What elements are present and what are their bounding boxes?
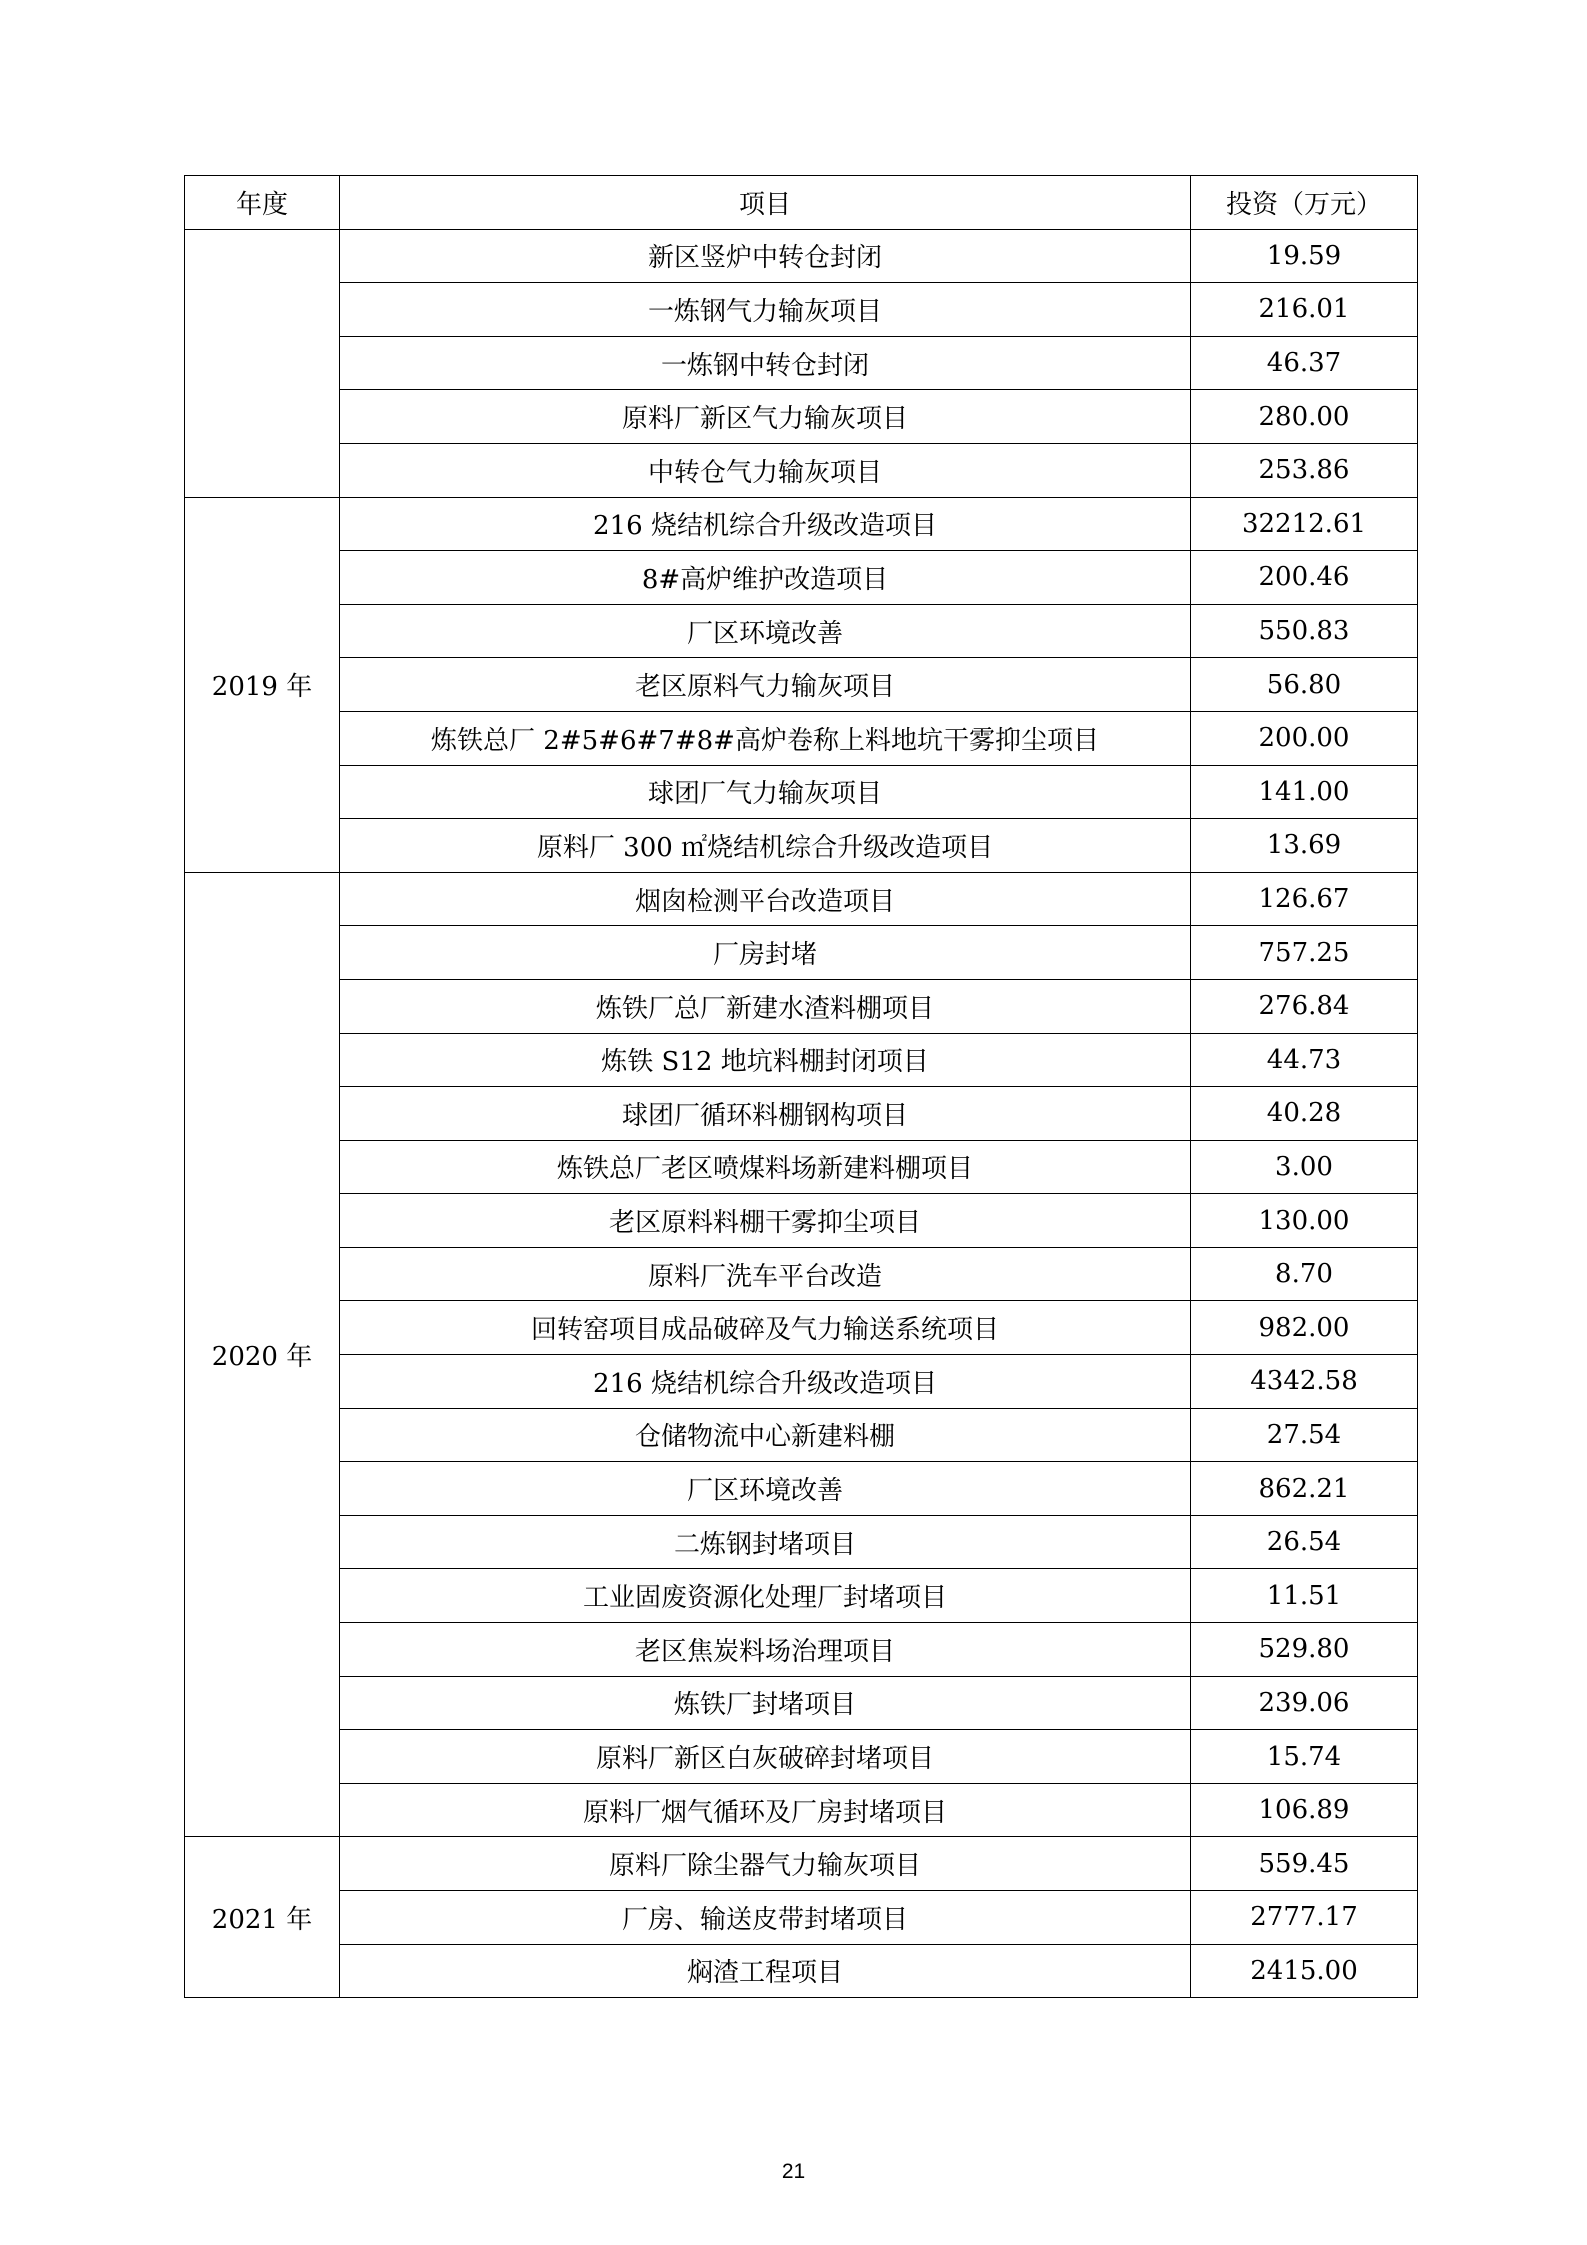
investment-cell: 216.01 xyxy=(1191,283,1418,337)
investment-cell: 862.21 xyxy=(1191,1462,1418,1516)
investment-cell: 200.00 xyxy=(1191,711,1418,765)
project-cell: 原料厂除尘器气力输灰项目 xyxy=(340,1837,1191,1891)
investment-cell: 130.00 xyxy=(1191,1194,1418,1248)
table-row xyxy=(185,819,1418,873)
project-cell: 老区原料料棚干雾抑尘项目 xyxy=(340,1194,1191,1248)
table-row xyxy=(185,283,1418,337)
table-row xyxy=(185,1355,1418,1409)
investment-cell: 27.54 xyxy=(1191,1408,1418,1462)
investment-cell: 19.59 xyxy=(1191,229,1418,283)
investment-cell: 141.00 xyxy=(1191,765,1418,819)
table-row xyxy=(185,1087,1418,1141)
table-row xyxy=(185,1033,1418,1087)
investment-cell: 26.54 xyxy=(1191,1515,1418,1569)
table-row xyxy=(185,1623,1418,1677)
table-row xyxy=(185,1194,1418,1248)
project-cell: 8#高炉维护改造项目 xyxy=(340,551,1191,605)
project-cell: 炼铁厂总厂新建水渣料棚项目 xyxy=(340,979,1191,1033)
header-row xyxy=(185,176,1418,230)
project-cell: 炼铁 S12 地坑料棚封闭项目 xyxy=(340,1033,1191,1087)
table-row xyxy=(185,1676,1418,1730)
year-cell xyxy=(185,229,340,497)
project-cell: 厂房封堵 xyxy=(340,926,1191,980)
table-row xyxy=(185,390,1418,444)
investment-cell: 40.28 xyxy=(1191,1087,1418,1141)
project-cell: 原料厂洗车平台改造 xyxy=(340,1247,1191,1301)
table-row xyxy=(185,1569,1418,1623)
investment-cell: 280.00 xyxy=(1191,390,1418,444)
project-cell: 216 烧结机综合升级改造项目 xyxy=(340,1355,1191,1409)
project-column-header: 项目 xyxy=(340,176,1191,230)
investment-cell: 982.00 xyxy=(1191,1301,1418,1355)
page-number: 21 xyxy=(781,2160,806,2183)
project-cell: 球团厂循环料棚钢构项目 xyxy=(340,1087,1191,1141)
table-row xyxy=(185,443,1418,497)
investment-cell: 126.67 xyxy=(1191,872,1418,926)
project-cell: 一炼钢中转仓封闭 xyxy=(340,336,1191,390)
investment-cell: 276.84 xyxy=(1191,979,1418,1033)
project-cell: 原料厂新区气力输灰项目 xyxy=(340,390,1191,444)
investment-cell: 15.74 xyxy=(1191,1730,1418,1784)
table-row xyxy=(185,872,1418,926)
project-cell: 厂房、输送皮带封堵项目 xyxy=(340,1891,1191,1945)
investment-cell: 757.25 xyxy=(1191,926,1418,980)
project-cell: 老区焦炭料场治理项目 xyxy=(340,1623,1191,1677)
investment-cell: 2777.17 xyxy=(1191,1891,1418,1945)
table-row xyxy=(185,1837,1418,1891)
project-cell: 厂区环境改善 xyxy=(340,604,1191,658)
table-row xyxy=(185,1301,1418,1355)
project-cell: 炼铁总厂老区喷煤料场新建料棚项目 xyxy=(340,1140,1191,1194)
table-row xyxy=(185,1140,1418,1194)
table-row xyxy=(185,926,1418,980)
table-row xyxy=(185,1515,1418,1569)
investment-cell: 529.80 xyxy=(1191,1623,1418,1677)
table-row xyxy=(185,765,1418,819)
project-cell: 新区竖炉中转仓封闭 xyxy=(340,229,1191,283)
project-cell: 工业固废资源化处理厂封堵项目 xyxy=(340,1569,1191,1623)
table-row xyxy=(185,1462,1418,1516)
investment-cell: 8.70 xyxy=(1191,1247,1418,1301)
project-cell: 回转窑项目成品破碎及气力输送系统项目 xyxy=(340,1301,1191,1355)
project-cell: 二炼钢封堵项目 xyxy=(340,1515,1191,1569)
investment-cell: 46.37 xyxy=(1191,336,1418,390)
table-row xyxy=(185,979,1418,1033)
project-cell: 炼铁厂封堵项目 xyxy=(340,1676,1191,1730)
project-cell: 炼铁总厂 2#5#6#7#8#高炉卷称上料地坑干雾抑尘项目 xyxy=(340,711,1191,765)
project-cell: 原料厂烟气循环及厂房封堵项目 xyxy=(340,1783,1191,1837)
investment-cell: 32212.61 xyxy=(1191,497,1418,551)
project-cell: 老区原料气力输灰项目 xyxy=(340,658,1191,712)
investment-cell: 559.45 xyxy=(1191,1837,1418,1891)
table-row xyxy=(185,1730,1418,1784)
project-cell: 中转仓气力输灰项目 xyxy=(340,443,1191,497)
project-cell: 一炼钢气力输灰项目 xyxy=(340,283,1191,337)
table-row xyxy=(185,551,1418,605)
investment-cell: 253.86 xyxy=(1191,443,1418,497)
table-row xyxy=(185,658,1418,712)
investment-cell: 550.83 xyxy=(1191,604,1418,658)
investment-cell: 44.73 xyxy=(1191,1033,1418,1087)
year-cell: 2021 年 xyxy=(185,1837,340,1998)
project-cell: 仓储物流中心新建料棚 xyxy=(340,1408,1191,1462)
investment-cell: 13.69 xyxy=(1191,819,1418,873)
year-cell: 2019 年 xyxy=(185,497,340,872)
table-row xyxy=(185,1408,1418,1462)
table-row xyxy=(185,1944,1418,1998)
table-row xyxy=(185,336,1418,390)
project-cell: 厂区环境改善 xyxy=(340,1462,1191,1516)
project-cell: 216 烧结机综合升级改造项目 xyxy=(340,497,1191,551)
investment-cell: 239.06 xyxy=(1191,1676,1418,1730)
investment-cell: 56.80 xyxy=(1191,658,1418,712)
year-cell: 2020 年 xyxy=(185,872,340,1837)
table-row xyxy=(185,1891,1418,1945)
table-row xyxy=(185,229,1418,283)
project-cell: 烟囱检测平台改造项目 xyxy=(340,872,1191,926)
table-body xyxy=(185,229,1418,1998)
investment-cell: 2415.00 xyxy=(1191,1944,1418,1998)
investment-column-header: 投资（万元） xyxy=(1191,176,1418,230)
investment-cell: 106.89 xyxy=(1191,1783,1418,1837)
table-row xyxy=(185,1247,1418,1301)
project-cell: 原料厂新区白灰破碎封堵项目 xyxy=(340,1730,1191,1784)
investment-cell: 3.00 xyxy=(1191,1140,1418,1194)
table-row xyxy=(185,604,1418,658)
year-column-header: 年度 xyxy=(185,176,340,230)
investment-table xyxy=(184,175,1418,1998)
project-cell: 原料厂 300 ㎡烧结机综合升级改造项目 xyxy=(340,819,1191,873)
investment-cell: 200.46 xyxy=(1191,551,1418,605)
project-cell: 球团厂气力输灰项目 xyxy=(340,765,1191,819)
table-row xyxy=(185,711,1418,765)
table-row xyxy=(185,1783,1418,1837)
project-cell: 焖渣工程项目 xyxy=(340,1944,1191,1998)
investment-cell: 11.51 xyxy=(1191,1569,1418,1623)
investment-cell: 4342.58 xyxy=(1191,1355,1418,1409)
table-row xyxy=(185,497,1418,551)
